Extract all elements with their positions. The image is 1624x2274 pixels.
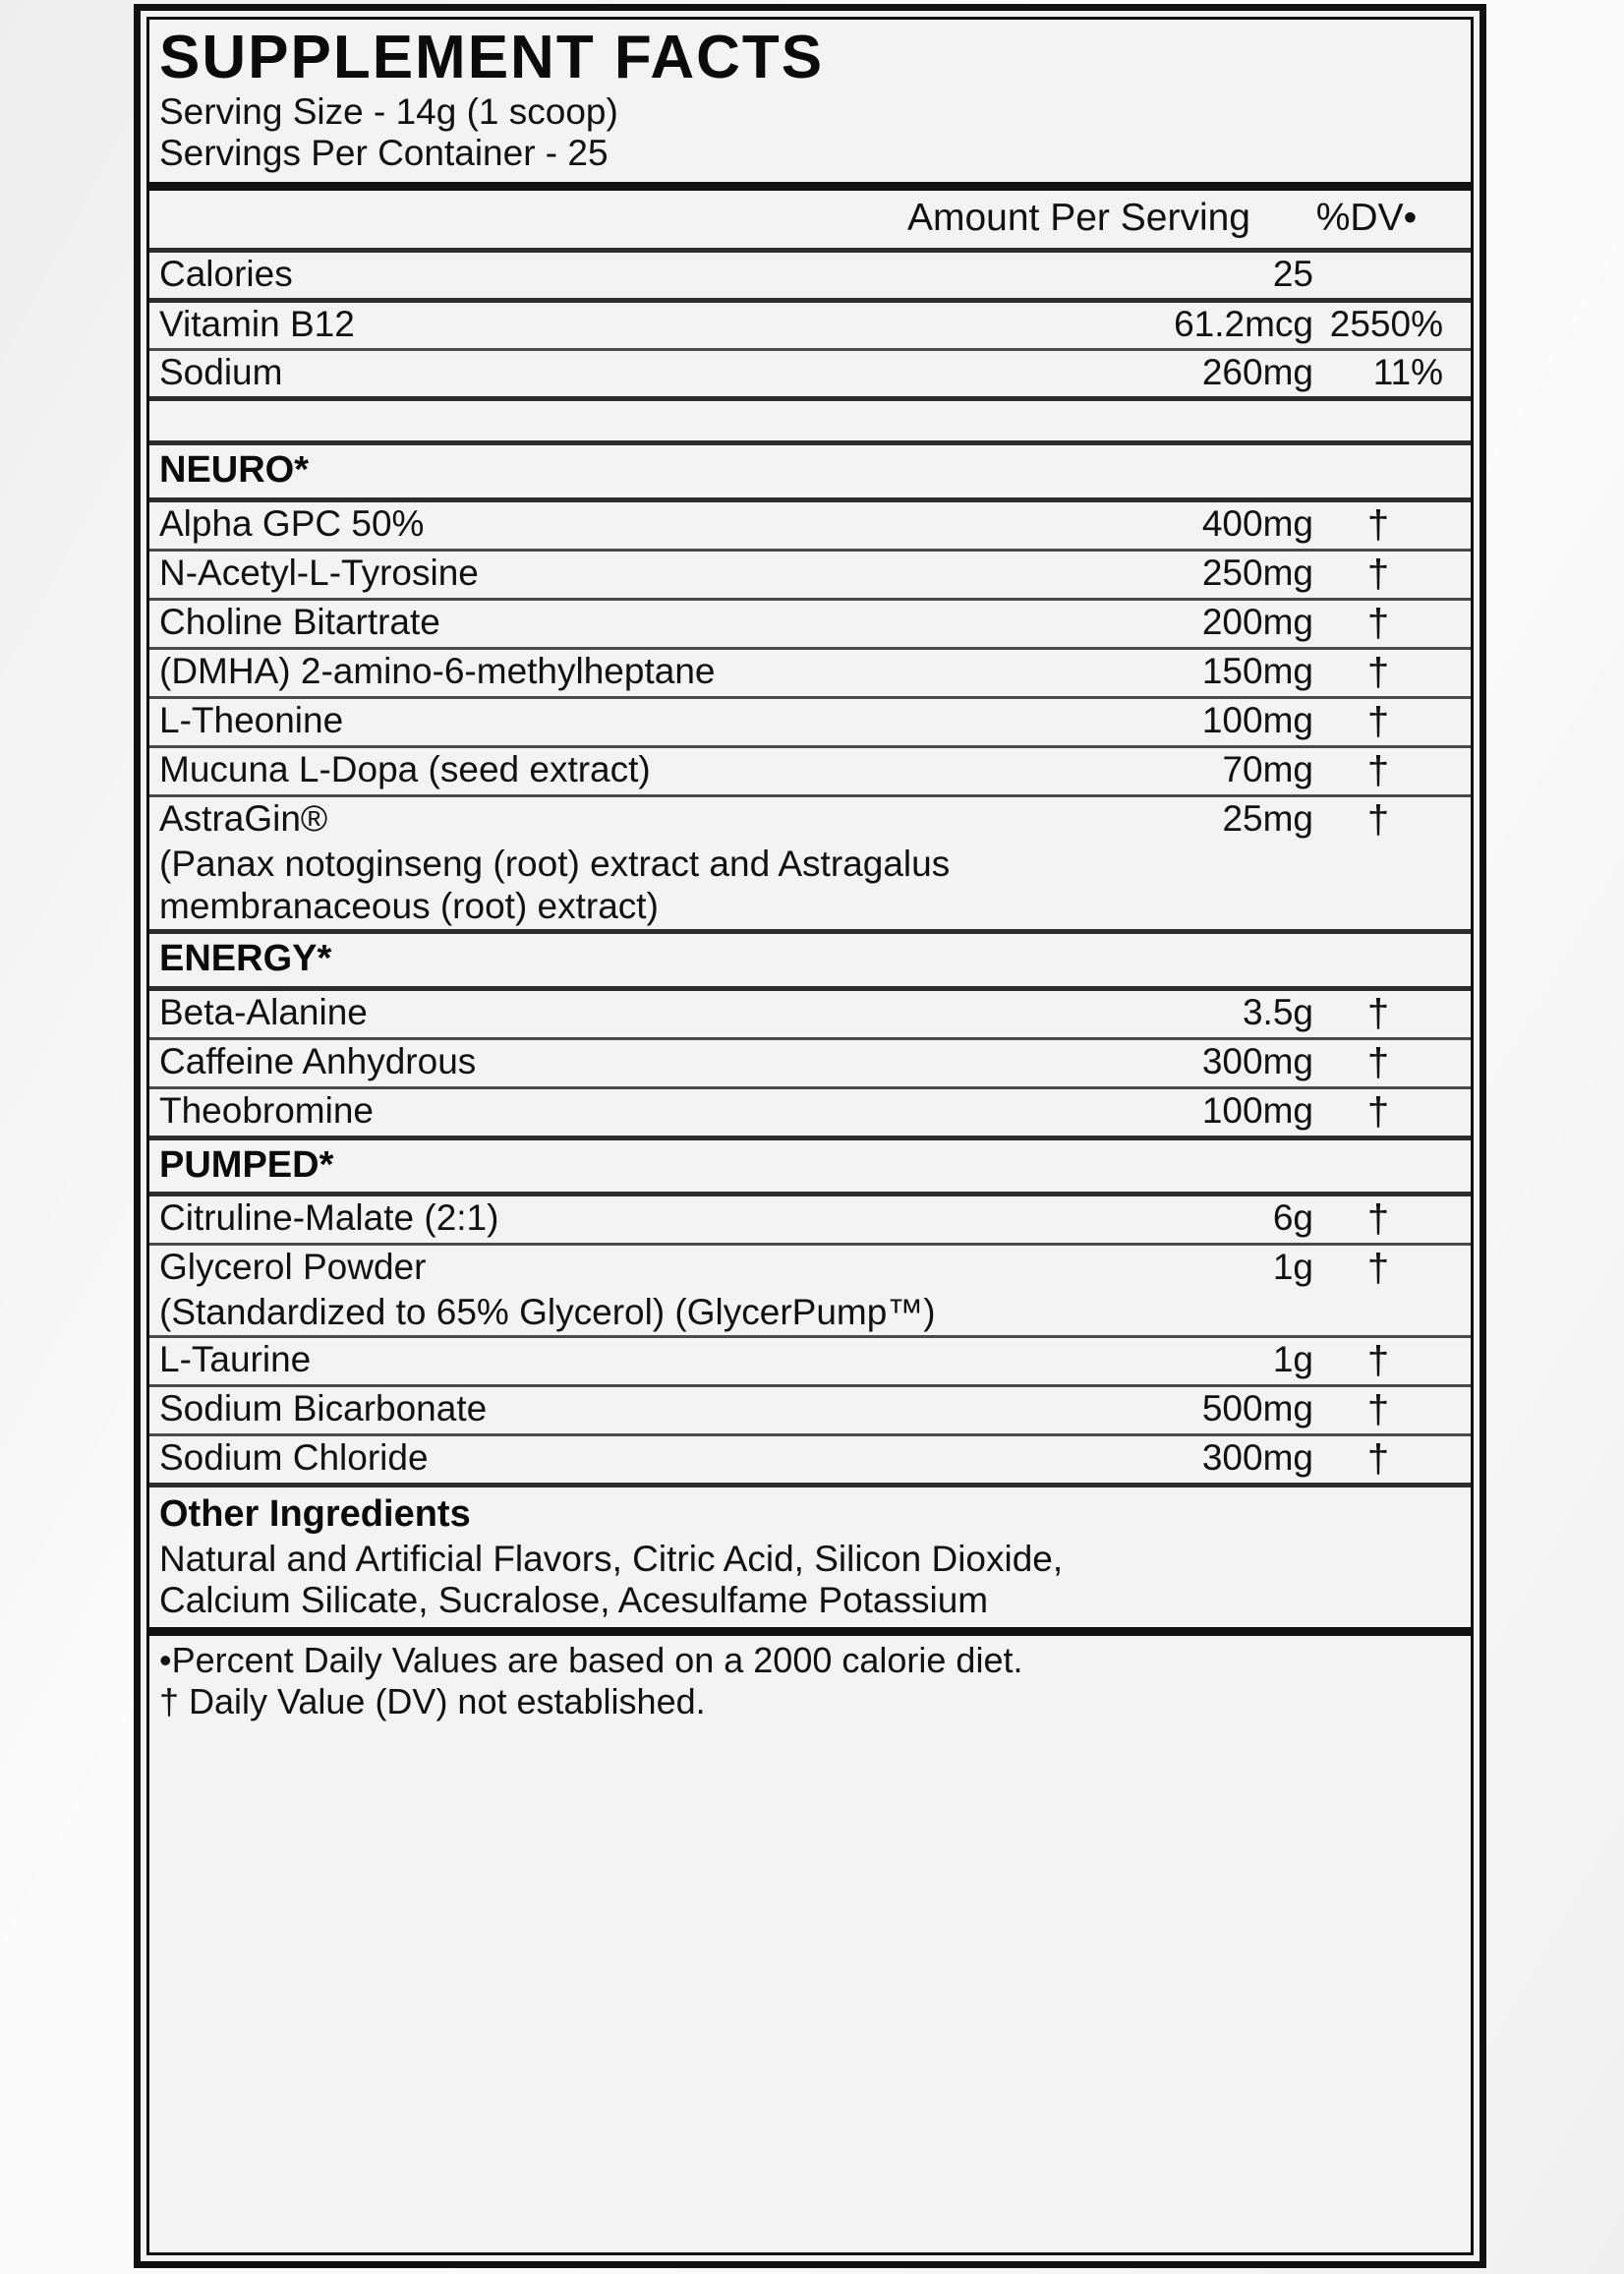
footnote-percent-daily-value: •Percent Daily Values are based on a 2000 calorie diet. bbox=[159, 1639, 1023, 1680]
ingredient-amount: 6g bbox=[1272, 1197, 1313, 1239]
nutrient-amount: 260mg bbox=[1201, 352, 1313, 393]
ingredient-name: L-Taurine bbox=[159, 1338, 312, 1379]
footnote-dv-not-established: † Daily Value (DV) not established. bbox=[159, 1680, 706, 1721]
ingredient-name: Mucuna L-Dopa (seed extract) bbox=[159, 748, 651, 789]
table-row bbox=[149, 253, 1471, 298]
ingredient-dv-dagger: † bbox=[1366, 650, 1390, 694]
ingredient-dv-dagger: † bbox=[1366, 1040, 1390, 1084]
ingredient-amount: 300mg bbox=[1201, 1436, 1313, 1478]
nutrient-amount: 25 bbox=[1272, 254, 1313, 295]
table-row bbox=[149, 797, 1471, 844]
divider-thick-bottom bbox=[149, 1627, 1471, 1636]
servings-per-container-text: Servings Per Container - 25 bbox=[159, 133, 609, 174]
bottom-spacer bbox=[149, 1723, 1471, 2252]
page-title: SUPPLEMENT FACTS bbox=[159, 24, 825, 91]
ingredient-dv-dagger: † bbox=[1366, 699, 1390, 743]
table-row bbox=[149, 1040, 1471, 1086]
ingredient-amount: 400mg bbox=[1201, 502, 1313, 544]
ingredient-name: Sodium Bicarbonate bbox=[159, 1387, 488, 1429]
ingredient-dv-dagger: † bbox=[1366, 1247, 1390, 1291]
table-row bbox=[149, 699, 1471, 745]
table-row bbox=[149, 748, 1471, 794]
table-row bbox=[149, 650, 1471, 696]
nutrient-dv: 11% bbox=[1372, 352, 1443, 393]
table-row bbox=[149, 601, 1471, 647]
table-row bbox=[149, 1387, 1471, 1433]
ingredient-dv-dagger: † bbox=[1366, 1197, 1390, 1242]
ingredient-amount: 70mg bbox=[1222, 748, 1313, 789]
ingredient-dv-dagger: † bbox=[1366, 601, 1390, 645]
ingredient-dv-dagger: † bbox=[1366, 1338, 1390, 1382]
ingredient-name: Beta-Alanine bbox=[159, 991, 368, 1032]
percent-dv-header: %DV• bbox=[1315, 197, 1418, 240]
ingredient-dv-dagger: † bbox=[1366, 1089, 1390, 1134]
table-row bbox=[149, 303, 1471, 348]
ingredient-dv-dagger: † bbox=[1366, 748, 1390, 792]
ingredient-dv-dagger: † bbox=[1366, 1387, 1390, 1431]
ingredient-name: N-Acetyl-L-Tyrosine bbox=[159, 552, 479, 593]
ingredient-dv-dagger: † bbox=[1366, 797, 1390, 842]
other-ingredients-line-2: Calcium Silicate, Sucralose, Acesulfame Potassium bbox=[159, 1579, 989, 1620]
ingredient-name: Glycerol Powder bbox=[159, 1247, 427, 1288]
title-block bbox=[149, 20, 1471, 182]
ingredient-amount: 200mg bbox=[1201, 601, 1313, 642]
ingredient-amount: 100mg bbox=[1201, 1089, 1313, 1131]
ingredient-amount: 100mg bbox=[1201, 699, 1313, 740]
ingredient-name: L-Theonine bbox=[159, 699, 344, 740]
supplement-facts-panel bbox=[134, 4, 1486, 2268]
nutrient-amount: 61.2mcg bbox=[1174, 304, 1313, 345]
ingredient-dv-dagger: † bbox=[1366, 502, 1390, 547]
ingredient-name: (DMHA) 2-amino-6-methylheptane bbox=[159, 650, 716, 691]
astragin-description-line-1: (Panax notoginseng (root) extract and Astragalus bbox=[159, 843, 951, 884]
table-row bbox=[149, 502, 1471, 549]
ingredient-amount: 250mg bbox=[1201, 552, 1313, 593]
table-row bbox=[149, 1246, 1471, 1292]
table-row bbox=[149, 552, 1471, 598]
blank-spacer-row bbox=[149, 401, 1471, 440]
ingredient-amount: 150mg bbox=[1201, 650, 1313, 691]
ingredient-amount: 300mg bbox=[1201, 1040, 1313, 1081]
table-row bbox=[149, 1338, 1471, 1384]
nutrient-name: Sodium bbox=[159, 352, 283, 393]
ingredient-name: Choline Bitartrate bbox=[159, 601, 440, 642]
ingredient-amount: 1g bbox=[1272, 1338, 1313, 1379]
ingredient-dv-dagger: † bbox=[1366, 991, 1390, 1035]
other-ingredients-heading: Other Ingredients bbox=[159, 1492, 471, 1535]
supplement-facts-inner-box bbox=[146, 17, 1474, 2255]
nutrient-name: Vitamin B12 bbox=[159, 304, 355, 345]
column-header-row bbox=[149, 191, 1471, 248]
ingredient-name: Sodium Chloride bbox=[159, 1436, 429, 1478]
ingredient-amount: 25mg bbox=[1222, 797, 1313, 839]
nutrient-name: Calories bbox=[159, 254, 293, 295]
glycerol-standardization-note: (Standardized to 65% Glycerol) (GlycerPump™) bbox=[159, 1292, 936, 1333]
divider-thick-top bbox=[149, 182, 1471, 191]
ingredient-amount: 1g bbox=[1272, 1247, 1313, 1288]
table-row bbox=[149, 351, 1471, 396]
astragin-description-line-2: membranaceous (root) extract) bbox=[159, 886, 659, 927]
other-ingredients-body bbox=[149, 1539, 1471, 1627]
ingredient-name: Caffeine Anhydrous bbox=[159, 1040, 477, 1081]
table-row bbox=[149, 991, 1471, 1037]
ingredient-name: Alpha GPC 50% bbox=[159, 502, 425, 544]
ingredient-name: AstraGin® bbox=[159, 797, 328, 839]
amount-per-serving-header: Amount Per Serving bbox=[906, 197, 1250, 240]
ingredient-name: Citruline-Malate (2:1) bbox=[159, 1197, 499, 1239]
ingredient-dv-dagger: † bbox=[1366, 1436, 1390, 1481]
table-row bbox=[149, 1089, 1471, 1136]
section-heading-energy: ENERGY* bbox=[159, 937, 332, 979]
ingredient-name: Theobromine bbox=[159, 1089, 375, 1131]
ingredient-dv-dagger: † bbox=[1366, 552, 1390, 596]
ingredient-amount: 3.5g bbox=[1242, 991, 1313, 1032]
serving-size-text: Serving Size - 14g (1 scoop) bbox=[159, 90, 618, 132]
table-row bbox=[149, 1436, 1471, 1483]
other-ingredients-line-1: Natural and Artificial Flavors, Citric Acid, Silicon Dioxide, bbox=[159, 1538, 1064, 1579]
nutrient-dv: 2550% bbox=[1329, 304, 1443, 345]
ingredient-amount: 500mg bbox=[1201, 1387, 1313, 1429]
table-row bbox=[149, 1196, 1471, 1243]
footnotes bbox=[149, 1636, 1471, 1724]
section-heading-neuro: NEURO* bbox=[159, 449, 310, 492]
section-heading-pumped: PUMPED* bbox=[159, 1143, 334, 1186]
